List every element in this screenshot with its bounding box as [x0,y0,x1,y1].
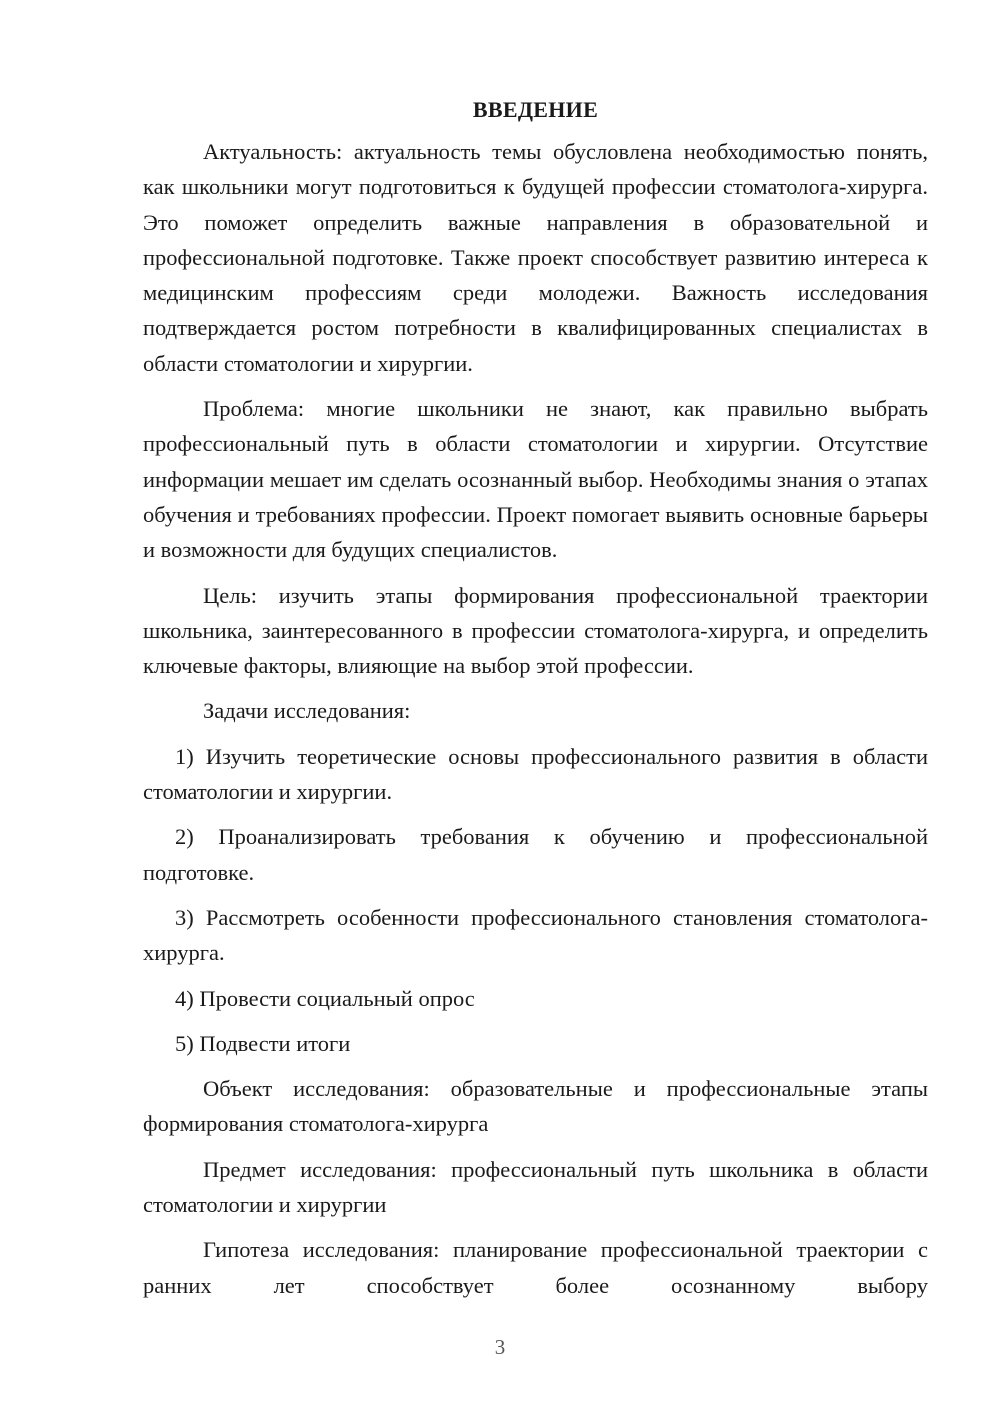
relevance-paragraph: Актуальность: актуальность темы обусловлена необходимостью понять, как школьники могут подготовиться к будущей профессии стоматолога-хирурга. Это поможет определить важные направления в образовательной и профессиональной подготовке. Также проект способствует развитию интереса к медицинским профессиям среди молодежи. Важность исследования подтверждается ростом потребности в квалифицированных специалистах в области стоматологии и хирургии. [143,139,928,376]
page-title: ВВЕДЕНИЕ [472,97,599,122]
goal-paragraph: Цель: изучить этапы формирования профессиональной траектории школьника, заинтересованного в профессии стоматолога-хирурга, и определить ключевые факторы, влияющие на выбор этой профессии. [143,582,928,679]
task-item-3: 3) Рассмотреть особенности профессионального становления стоматолога-хирурга. [143,904,928,966]
problem-paragraph: Проблема: многие школьники не знают, как правильно выбрать профессиональный путь в области стоматологии и хирургии. Отсутствие информации мешает им сделать осознанный выбор. Необходимы знания о этапах обучения и требованиях профессии. Проект помогает выявить основные барьеры и возможности для будущих специалистов. [143,396,928,563]
task-item-4: 4) Провести социальный опрос [175,985,475,1011]
object-paragraph: Объект исследования: образовательные и профессиональные этапы формирования стоматолога-хирурга [143,1076,928,1137]
page-number: 3 [494,1335,506,1359]
task-item-2: 2) Проанализировать требования к обучению и профессиональной подготовке. [143,824,928,885]
tasks-heading: Задачи исследования: [203,698,411,724]
subject-paragraph: Предмет исследования: профессиональный путь школьника в области стоматологии и хирургии [143,1156,928,1218]
task-item-1: 1) Изучить теоретические основы профессионального развития в области стоматологии и хирургии. [143,743,928,805]
hypothesis-paragraph: Гипотеза исследования: планирование профессиональной траектории с ранних лет способствует более осознанному выбору [143,1237,928,1298]
task-item-5: 5) Подвести итоги [175,1030,351,1056]
document-page [143,92,928,1303]
